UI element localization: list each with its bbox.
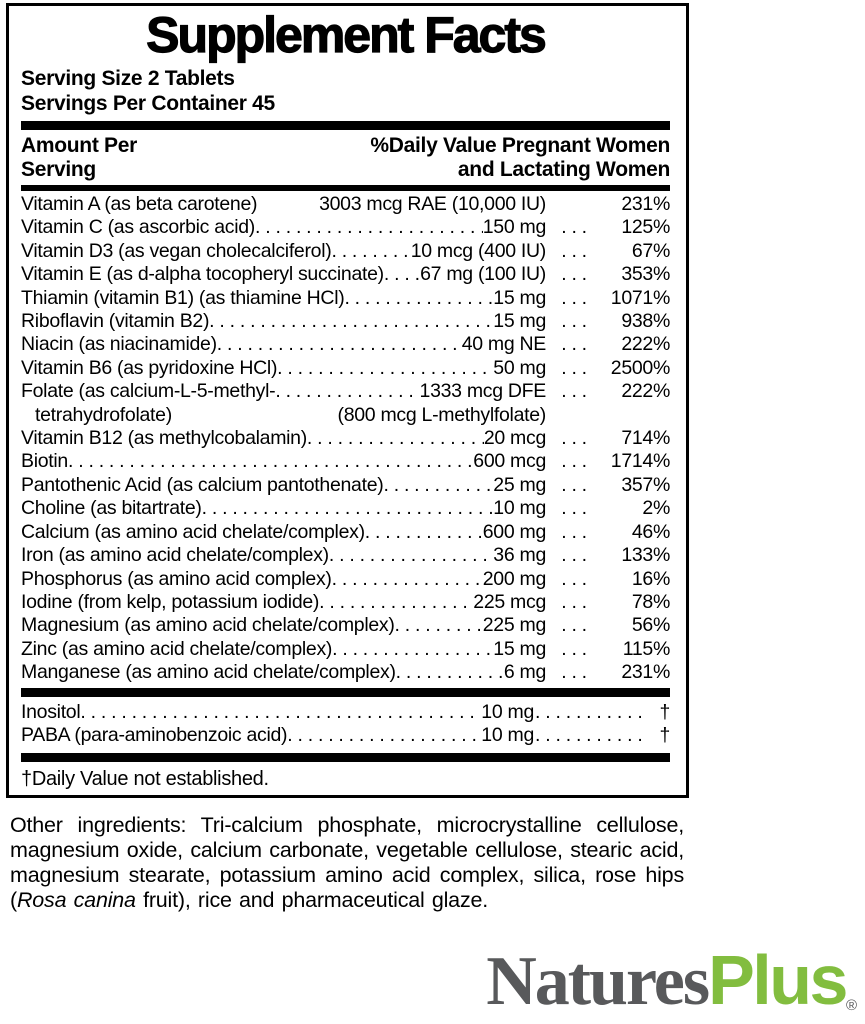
- divider-bar-mid: [21, 688, 670, 697]
- nutrient-name: Phosphorus (as amino acid complex): [21, 567, 332, 590]
- dot-separator: [546, 310, 602, 333]
- nutrient-daily-value: 67%: [631, 239, 670, 262]
- nutrient-row: [21, 240, 670, 263]
- daily-value-header: %Daily Value Pregnant Women and Lactating Women: [370, 134, 670, 181]
- nutrient-name: Vitamin B12 (as methylcobalamin): [21, 427, 307, 450]
- dot-separator: [546, 427, 602, 450]
- daily-value-footnote: †Daily Value not established.: [21, 768, 269, 791]
- nutrient-name: Niacin (as niacinamide): [21, 333, 217, 356]
- dot-leader: [209, 310, 493, 333]
- nutrient-amount: 10 mg: [481, 700, 534, 723]
- nutrient-amount: 10 mg: [493, 497, 546, 520]
- nutrient-daily-value: 357%: [621, 473, 670, 496]
- nutrient-amount: 15 mg: [493, 310, 546, 333]
- nutrient-row: [21, 497, 670, 520]
- no-dv-nutrient-rows: [21, 701, 670, 748]
- nutrient-name: tetrahydrofolate): [35, 403, 172, 426]
- dot-leader: [255, 216, 483, 239]
- nutrient-daily-value: 222%: [621, 380, 670, 403]
- nutrient-name: Manganese (as amino acid chelate/complex): [21, 661, 396, 684]
- nutrient-daily-value: 1714%: [610, 450, 670, 473]
- nutrient-name: Folate (as calcium-L-5-methyl-: [21, 380, 276, 403]
- dot-separator: [534, 701, 648, 724]
- dot-separator: [546, 591, 602, 614]
- nutrient-row: [21, 544, 670, 567]
- dot-separator: [546, 263, 602, 286]
- nutrient-daily-value: 222%: [621, 333, 670, 356]
- nutrient-amount: 20 mcg: [483, 427, 546, 450]
- dot-separator: [546, 568, 602, 591]
- nutrient-amount: 150 mg: [482, 216, 546, 239]
- dot-separator: [546, 450, 602, 473]
- dot-leader: [329, 544, 493, 567]
- nutrient-row: [21, 263, 670, 286]
- dot-leader: [396, 661, 504, 684]
- nutrient-amount: 67 mg (100 IU): [420, 263, 546, 286]
- nutrient-row: [21, 614, 670, 637]
- nutrient-amount: 15 mg: [493, 637, 546, 660]
- dot-leader: [332, 568, 483, 591]
- serving-size: Serving Size 2 Tablets: [21, 67, 235, 90]
- nutrient-row: [21, 450, 670, 473]
- nutrient-daily-value: 938%: [621, 310, 670, 333]
- nutrient-amount: 10 mcg (400 IU): [410, 239, 546, 262]
- panel-title: Supplement Facts: [146, 7, 545, 63]
- nutrient-daily-value: 231%: [621, 661, 670, 684]
- dot-separator: [546, 357, 602, 380]
- supplement-facts-panel: [6, 3, 689, 798]
- brand-logo: [486, 941, 857, 1020]
- nutrient-daily-value: 2500%: [610, 356, 670, 379]
- other-ingredients-text-end: fruit), rice and pharmaceutical glaze.: [135, 888, 489, 912]
- dot-separator: [546, 380, 602, 403]
- nutrient-amount: 36 mg: [493, 544, 546, 567]
- nutrient-amount: 200 mg: [482, 567, 546, 590]
- nutrient-amount: 6 mg: [503, 661, 546, 684]
- dot-leader: [365, 521, 483, 544]
- dot-separator: [546, 333, 602, 356]
- nutrient-name: Vitamin E (as d-alpha tocopheryl succinate): [21, 263, 384, 286]
- dot-leader: [319, 591, 473, 614]
- nutrient-name: PABA (para-aminobenzoic acid): [21, 723, 288, 746]
- nutrient-row: [21, 638, 670, 661]
- nutrient-amount: 600 mg: [482, 520, 546, 543]
- dot-separator: [546, 614, 602, 637]
- brand-name-natures: Natures: [486, 943, 709, 1020]
- dot-separator: [546, 287, 602, 310]
- dot-separator: [546, 216, 602, 239]
- dot-separator: [546, 521, 602, 544]
- nutrient-amount: 10 mg: [481, 723, 534, 746]
- nutrient-name: Iodine (from kelp, potassium iodide): [21, 590, 320, 613]
- latin-species-name: Rosa canina: [16, 888, 136, 912]
- divider-bar-top: [21, 121, 670, 130]
- nutrient-amount: 600 mcg: [473, 450, 546, 473]
- nutrient-row: [21, 661, 670, 684]
- nutrient-daily-value: 46%: [631, 520, 670, 543]
- servings-per-container: Servings Per Container 45: [21, 92, 275, 115]
- brand-name-plus: Plus: [708, 941, 846, 1019]
- dot-separator: [546, 544, 602, 567]
- nutrient-name: Vitamin A (as beta carotene): [21, 193, 258, 215]
- nutrient-row: [21, 427, 670, 450]
- registered-trademark-icon: ®: [845, 997, 857, 1014]
- nutrient-amount: 1333 mcg DFE: [419, 380, 546, 403]
- nutrient-row: [21, 521, 670, 544]
- nutrient-daily-value: 16%: [631, 567, 670, 590]
- nutrient-amount: 225 mcg: [473, 590, 546, 613]
- nutrient-row: [21, 380, 670, 403]
- nutrient-name: Zinc (as amino acid chelate/complex): [21, 637, 333, 660]
- nutrient-name: Biotin: [21, 450, 68, 473]
- nutrient-row: [21, 591, 670, 614]
- nutrient-name: Choline (as bitartrate): [21, 497, 202, 520]
- nutrient-row: [21, 357, 670, 380]
- nutrient-name: Riboflavin (vitamin B2): [21, 310, 210, 333]
- nutrient-name: Iron (as amino acid chelate/complex): [21, 544, 329, 567]
- dot-leader: [277, 357, 493, 380]
- nutrient-row-continuation: [21, 404, 670, 427]
- dot-separator: [534, 724, 648, 747]
- nutrient-amount: 40 mg NE: [461, 333, 546, 356]
- nutrient-row: [21, 333, 670, 356]
- nutrient-name: Vitamin C (as ascorbic acid): [21, 216, 255, 239]
- dot-separator: [546, 638, 602, 661]
- nutrient-daily-value: 115%: [622, 637, 670, 660]
- amount-per-serving-header: Amount Per Serving: [21, 134, 138, 181]
- dot-leader: [384, 263, 420, 286]
- nutrient-daily-value: 2%: [642, 497, 670, 520]
- nutrient-name: Magnesium (as amino acid chelate/complex): [21, 614, 395, 637]
- nutrient-daily-value: 231%: [621, 193, 670, 215]
- nutrient-name: Calcium (as amino acid chelate/complex): [21, 520, 365, 543]
- dot-leader: [287, 724, 481, 747]
- nutrient-row: [21, 216, 670, 239]
- serving-info: [21, 66, 670, 116]
- nutrient-name: Thiamin (vitamin B1) (as thiamine HCl): [21, 286, 345, 309]
- nutrient-row: [21, 474, 670, 497]
- nutrient-row: [21, 287, 670, 310]
- nutrient-daily-value: 125%: [621, 216, 670, 239]
- nutrient-name: Inositol: [21, 700, 81, 723]
- nutrient-daily-value: 56%: [631, 614, 670, 637]
- nutrient-daily-value: †: [659, 700, 670, 723]
- nutrient-daily-value: 133%: [621, 544, 670, 567]
- nutrient-row: [21, 701, 670, 724]
- column-headers: [21, 134, 670, 182]
- dot-leader: [344, 287, 493, 310]
- dot-leader: [307, 427, 484, 450]
- dot-leader: [383, 474, 493, 497]
- nutrient-row: [21, 193, 670, 216]
- nutrient-rows: [21, 193, 670, 685]
- nutrient-daily-value: 78%: [631, 590, 670, 613]
- other-ingredients-text: Other ingredients: Tri-calcium phosphate, microcrystalline cellulose, magnesium oxide, calcium carbonate, vegetable cellulose, stearic acid, magnesium stearate, potassium amino acid complex, silica, rose hips (: [10, 813, 684, 912]
- dot-leader: [331, 240, 410, 263]
- nutrient-daily-value: †: [659, 723, 670, 746]
- other-ingredients-paragraph: [10, 813, 684, 913]
- dot-leader: [395, 614, 483, 637]
- nutrient-name: Vitamin B6 (as pyridoxine HCl): [21, 356, 278, 379]
- divider-bar-header: [21, 185, 670, 191]
- dot-leader: [202, 497, 494, 520]
- dot-separator: [546, 497, 602, 520]
- dot-separator: [546, 661, 602, 684]
- nutrient-daily-value: 714%: [621, 427, 670, 450]
- nutrient-name: Vitamin D3 (as vegan cholecalciferol): [21, 239, 332, 262]
- nutrient-amount: 3003 mcg RAE (10,000 IU): [319, 193, 546, 215]
- nutrient-amount: (800 mcg L-methylfolate): [337, 403, 546, 426]
- nutrient-row: [21, 724, 670, 747]
- dot-leader: [68, 450, 473, 473]
- dot-separator: [546, 474, 602, 497]
- divider-bar-bottom: [21, 753, 670, 762]
- nutrient-daily-value: 353%: [621, 263, 670, 286]
- nutrient-amount: 225 mg: [482, 614, 546, 637]
- nutrient-row: [21, 310, 670, 333]
- nutrient-name: Pantothenic Acid (as calcium pantothenate): [21, 473, 384, 496]
- nutrient-amount: 50 mg: [493, 356, 546, 379]
- dot-leader: [332, 638, 493, 661]
- nutrient-daily-value: 1071%: [610, 286, 670, 309]
- nutrient-amount: 15 mg: [493, 286, 546, 309]
- dot-leader: [80, 701, 481, 724]
- nutrient-amount: 25 mg: [493, 473, 546, 496]
- nutrient-row: [21, 568, 670, 591]
- dot-leader: [275, 380, 419, 403]
- dot-separator: [546, 240, 602, 263]
- dot-leader: [217, 333, 462, 356]
